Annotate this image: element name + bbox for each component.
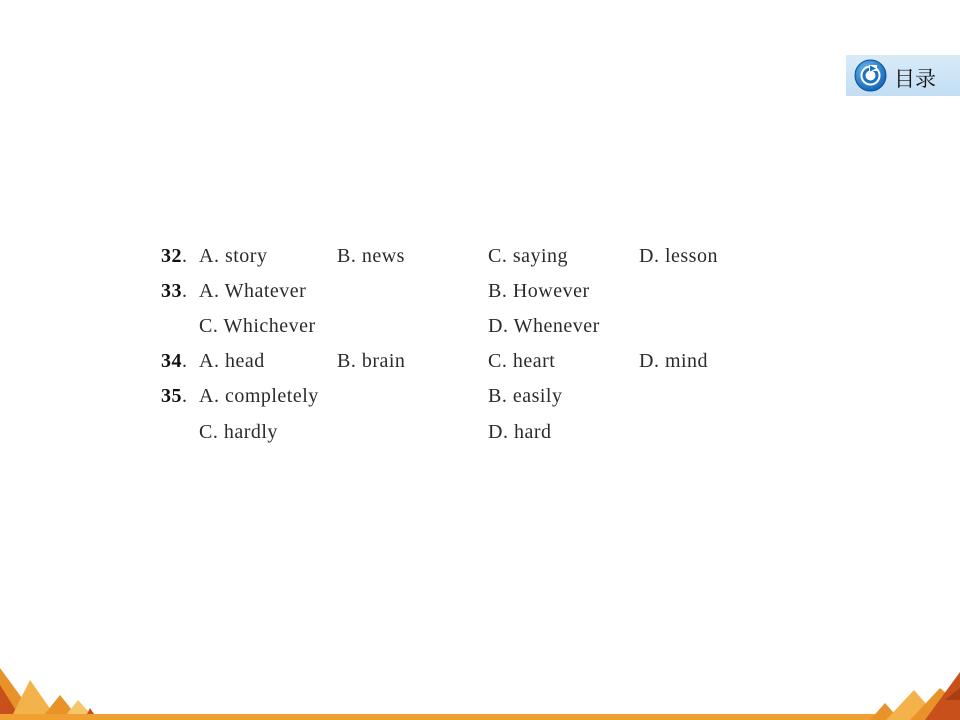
option-d: D. mind: [639, 350, 709, 372]
option-d: D. Whenever: [488, 315, 600, 337]
question-number: 35.: [161, 385, 188, 407]
option-c: C. saying: [488, 245, 569, 267]
option-b: B. news: [337, 245, 405, 267]
option-d: D. lesson: [639, 245, 718, 267]
option-d: D. hard: [488, 421, 552, 443]
option-a: A. head: [199, 350, 265, 372]
option-c: C. hardly: [199, 421, 278, 443]
question-number: 33.: [161, 280, 188, 302]
option-b: B. However: [488, 280, 590, 302]
question-number: 32.: [161, 245, 188, 267]
toc-label: 目录: [894, 67, 936, 91]
option-c: C. Whichever: [199, 315, 316, 337]
question-number: 34.: [161, 350, 188, 372]
option-b: B. brain: [337, 350, 406, 372]
option-c: C. heart: [488, 350, 556, 372]
option-a: A. completely: [199, 385, 319, 407]
option-a: A. Whatever: [199, 280, 307, 302]
option-a: A. story: [199, 245, 268, 267]
option-b: B. easily: [488, 385, 563, 407]
